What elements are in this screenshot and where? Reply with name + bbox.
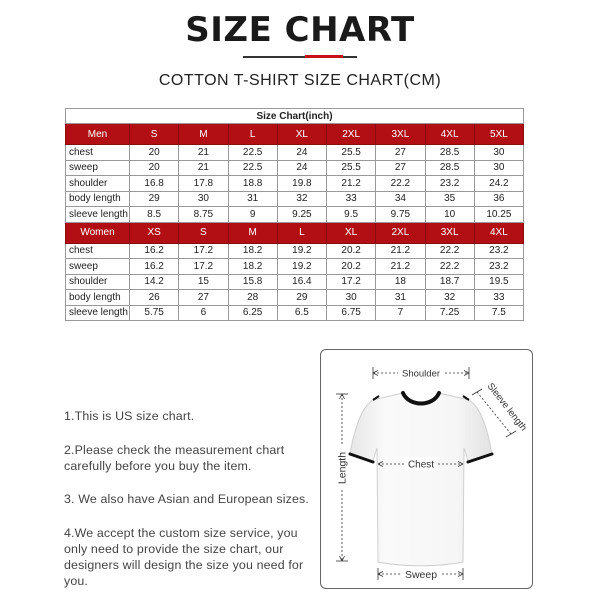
table-cell: 30 (327, 290, 376, 306)
collar-icon (403, 393, 439, 404)
table-cell: 19.2 (277, 259, 326, 275)
table-cell: 28 (228, 290, 277, 306)
table-cell: 6.5 (277, 305, 326, 321)
table-cell: 29 (277, 290, 326, 306)
table-header-row-women (66, 222, 524, 243)
measurement-name: sweep (66, 160, 130, 176)
table-cell: 17.8 (179, 176, 228, 192)
table-cell: 18 (376, 274, 425, 290)
table-cell: 22.5 (228, 160, 277, 176)
size-header: XL (277, 124, 326, 145)
table-cell: 30 (474, 145, 523, 161)
measurement-name: chest (66, 145, 130, 161)
table-cell: 27 (376, 160, 425, 176)
note-4-line: only need to provide the size chart, our (64, 542, 284, 556)
measurement-name: sweep (66, 259, 130, 275)
table-cell: 10.25 (474, 207, 523, 223)
table-cell: 6 (179, 305, 228, 321)
size-header: 3XL (425, 222, 474, 243)
note-2 (64, 442, 284, 474)
note-3-line: 3. We also have Asian and European sizes. (64, 492, 309, 506)
table-cell: 28.5 (425, 160, 474, 176)
chest-label: Chest (407, 459, 435, 471)
measurement-diagram (320, 349, 533, 589)
table-cell: 24.2 (474, 176, 523, 192)
length-label: Length (336, 451, 349, 485)
table-cell: 25.5 (327, 145, 376, 161)
note-2-line: 2.Please check the measurement chart (64, 443, 285, 457)
table-cell: 31 (376, 290, 425, 306)
table-cell: 9.5 (327, 207, 376, 223)
size-header: L (277, 222, 326, 243)
table-caption: Size Chart(inch) (66, 109, 524, 124)
table-cell: 36 (474, 191, 523, 207)
table-row (66, 176, 524, 192)
title-underline-left (243, 56, 305, 58)
table-cell: 9.25 (277, 207, 326, 223)
table-cell: 8.75 (179, 207, 228, 223)
table-cell: 24 (277, 160, 326, 176)
size-header: 3XL (376, 124, 425, 145)
table-cell: 8.5 (130, 207, 179, 223)
table-cell: 14.2 (130, 274, 179, 290)
table-cell: 27 (179, 290, 228, 306)
table-cell: 33 (474, 290, 523, 306)
table-cell: 18.2 (228, 259, 277, 275)
table-cell: 22.5 (228, 145, 277, 161)
tshirt-diagram (321, 350, 532, 588)
table-cell: 19.2 (277, 243, 326, 259)
measurement-name: sleeve length (66, 305, 130, 321)
table-cell: 10 (425, 207, 474, 223)
table-cell: 21 (179, 145, 228, 161)
measurement-name: shoulder (66, 176, 130, 192)
size-header: 4XL (474, 222, 523, 243)
table-caption-row (66, 109, 524, 124)
table-row (66, 207, 524, 223)
table-cell: 15.8 (228, 274, 277, 290)
table-cell: 35 (425, 191, 474, 207)
table-cell: 20 (130, 145, 179, 161)
table-row (66, 160, 524, 176)
table-cell: 6.25 (228, 305, 277, 321)
table-row (66, 274, 524, 290)
table-cell: 16.8 (130, 176, 179, 192)
table-cell: 33 (327, 191, 376, 207)
size-header: L (228, 124, 277, 145)
table-cell: 18.8 (228, 176, 277, 192)
size-header: 4XL (425, 124, 474, 145)
title-underline-accent (305, 55, 343, 58)
table-cell: 16.2 (130, 259, 179, 275)
size-header: 2XL (376, 222, 425, 243)
table-header-row-men (66, 124, 524, 145)
table-cell: 20.2 (327, 259, 376, 275)
table-cell: 17.2 (327, 274, 376, 290)
table-cell: 16.2 (130, 243, 179, 259)
table-cell: 17.2 (179, 243, 228, 259)
note-4-line: 4.We accept the custom size service, you (64, 526, 298, 540)
table-cell: 32 (277, 191, 326, 207)
table-cell: 18.2 (228, 243, 277, 259)
size-header: XL (327, 222, 376, 243)
table-cell: 25.5 (327, 160, 376, 176)
group-label: Women (66, 222, 130, 243)
table-row (66, 145, 524, 161)
table-cell: 7.25 (425, 305, 474, 321)
table-cell: 23.2 (425, 176, 474, 192)
table-row (66, 243, 524, 259)
size-header: 2XL (327, 124, 376, 145)
title-underline-right (343, 56, 357, 58)
subtitle: COTTON T-SHIRT SIZE CHART(CM) (158, 72, 442, 89)
table-row (66, 191, 524, 207)
measurement-name: sleeve length (66, 207, 130, 223)
table-cell: 22.2 (425, 243, 474, 259)
size-chart-title: SIZE CHART (185, 10, 415, 50)
table-row (66, 305, 524, 321)
measurement-name: shoulder (66, 274, 130, 290)
size-header: M (228, 222, 277, 243)
note-4-line: designers will design the size you need for (64, 558, 304, 572)
table-cell: 7 (376, 305, 425, 321)
sleeve-length-label: Sleeve length (484, 381, 529, 434)
note-2-line: carefully before you buy the item. (64, 459, 252, 473)
tshirt-icon (350, 393, 492, 566)
table-cell: 32 (425, 290, 474, 306)
table-cell: 6.75 (327, 305, 376, 321)
table-cell: 9.75 (376, 207, 425, 223)
size-header: S (130, 124, 179, 145)
table-cell: 23.2 (474, 259, 523, 275)
shoulder-label: Shoulder (401, 368, 441, 380)
table-cell: 31 (228, 191, 277, 207)
table-cell: 18.7 (425, 274, 474, 290)
table-cell: 22.2 (376, 176, 425, 192)
sweep-label: Sweep (404, 569, 438, 581)
note-3 (64, 491, 309, 507)
table-cell: 15 (179, 274, 228, 290)
table-row (66, 259, 524, 275)
table-cell: 20 (130, 160, 179, 176)
note-1-line: 1.This is US size chart. (64, 409, 195, 423)
size-chart-table (65, 108, 524, 321)
measurement-name: body length (66, 191, 130, 207)
table-cell: 19.5 (474, 274, 523, 290)
table-cell: 28.5 (425, 145, 474, 161)
measurement-name: body length (66, 290, 130, 306)
size-header: S (179, 222, 228, 243)
table-cell: 5.75 (130, 305, 179, 321)
table-row (66, 290, 524, 306)
table-cell: 29 (130, 191, 179, 207)
table-cell: 21.2 (376, 243, 425, 259)
table-cell: 26 (130, 290, 179, 306)
table-cell: 30 (474, 160, 523, 176)
table-cell: 9 (228, 207, 277, 223)
table-cell: 19.8 (277, 176, 326, 192)
size-header: XS (130, 222, 179, 243)
table-cell: 24 (277, 145, 326, 161)
table-cell: 23.2 (474, 243, 523, 259)
table-cell: 20.2 (327, 243, 376, 259)
table-cell: 21.2 (376, 259, 425, 275)
table-cell: 34 (376, 191, 425, 207)
table-cell: 17.2 (179, 259, 228, 275)
note-4 (64, 525, 303, 589)
size-header: M (179, 124, 228, 145)
size-header: 5XL (474, 124, 523, 145)
note-4-line: you. (64, 574, 89, 588)
table-cell: 7.5 (474, 305, 523, 321)
group-label: Men (66, 124, 130, 145)
measurement-name: chest (66, 243, 130, 259)
table-cell: 22.2 (425, 259, 474, 275)
table-cell: 16.4 (277, 274, 326, 290)
table-cell: 21 (179, 160, 228, 176)
table-cell: 30 (179, 191, 228, 207)
table-cell: 27 (376, 145, 425, 161)
note-1 (64, 408, 194, 424)
table-cell: 21.2 (327, 176, 376, 192)
